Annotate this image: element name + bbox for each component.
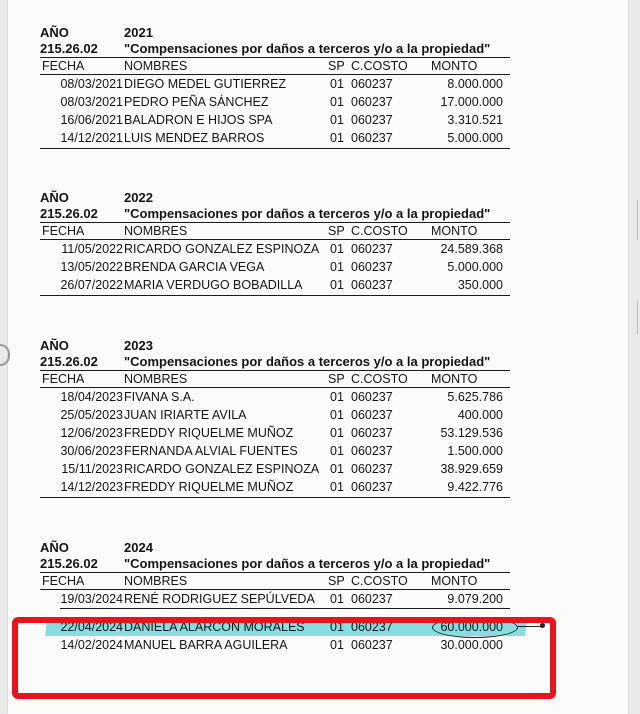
cell-fecha: 14/12/2023 <box>60 480 123 494</box>
cell-nombre: FREDDY RIQUELME MUÑOZ <box>124 426 294 440</box>
cell-sp: 01 <box>330 260 344 274</box>
header-nombres: NOMBRES <box>124 224 188 238</box>
header-monto: MONTO <box>431 372 478 386</box>
cell-nombre: PEDRO PEÑA SÁNCHEZ <box>124 95 269 109</box>
year-line <box>40 540 510 556</box>
table-row <box>40 388 510 406</box>
cell-nombre: DIEGO MEDEL GUTIERREZ <box>124 77 287 91</box>
cell-sp: 01 <box>330 444 344 458</box>
table-row <box>40 111 510 129</box>
cell-fecha: 26/07/2022 <box>60 278 123 292</box>
cell-sp: 01 <box>330 480 344 494</box>
red-highlight-box <box>12 617 556 699</box>
table-row <box>40 240 510 258</box>
table-row <box>40 129 510 147</box>
cell-monto: 350.000 <box>457 278 503 292</box>
header-nombres: NOMBRES <box>124 372 188 386</box>
cell-fecha: 11/05/2022 <box>61 242 123 256</box>
cell-monto: 9.079.200 <box>447 592 503 606</box>
cell-nombre: MANUEL BARRA AGUILERA <box>124 638 288 652</box>
account-code: 215.26.02 <box>40 354 98 369</box>
cell-costo: 060237 <box>351 426 393 440</box>
cell-nombre: RICARDO GONZALEZ ESPINOZA <box>124 242 320 256</box>
cell-costo: 060237 <box>351 592 393 606</box>
cell-sp: 01 <box>330 95 344 109</box>
cell-fecha: 08/03/2021 <box>60 77 123 91</box>
cell-fecha: 12/06/2023 <box>60 426 123 440</box>
cell-monto: 3.310.521 <box>447 113 503 127</box>
table-row <box>40 93 510 111</box>
year-label: AÑO <box>40 190 69 205</box>
cell-costo: 060237 <box>351 242 393 256</box>
cell-costo: 060237 <box>351 131 393 145</box>
cell-monto: 60.000.000 <box>440 620 503 634</box>
cell-sp: 01 <box>330 131 344 145</box>
header-costo: C.COSTO <box>351 224 408 238</box>
cell-costo: 060237 <box>351 480 393 494</box>
cell-sp: 01 <box>330 620 344 634</box>
account-line <box>40 41 510 57</box>
table-row <box>40 460 510 478</box>
cell-monto: 53.129.536 <box>440 426 503 440</box>
cell-sp: 01 <box>330 113 344 127</box>
cell-costo: 060237 <box>351 77 393 91</box>
header-sp: SP <box>328 59 345 73</box>
table-row <box>40 75 510 93</box>
table-row <box>40 442 510 460</box>
cell-costo: 060237 <box>351 95 393 109</box>
cell-fecha: 13/05/2022 <box>60 260 123 274</box>
year-label: AÑO <box>40 25 69 40</box>
cell-costo: 060237 <box>351 390 393 404</box>
cell-costo: 060237 <box>351 408 393 422</box>
cell-nombre: LUIS MENDEZ BARROS <box>124 131 265 145</box>
header-fecha: FECHA <box>42 372 85 386</box>
header-fecha: FECHA <box>42 224 85 238</box>
cell-fecha: 19/03/2024 <box>60 592 123 606</box>
cell-nombre: MARIA VERDUGO BOBADILLA <box>124 278 303 292</box>
cell-nombre: RENÉ RODRIGUEZ SEPÚLVEDA <box>124 592 315 606</box>
cell-monto: 38.929.659 <box>440 462 503 476</box>
header-costo: C.COSTO <box>351 59 408 73</box>
header-nombres: NOMBRES <box>124 59 188 73</box>
account-code: 215.26.02 <box>40 206 98 221</box>
header-monto: MONTO <box>431 224 478 238</box>
cell-monto: 17.000.000 <box>440 95 503 109</box>
cell-sp: 01 <box>330 242 344 256</box>
cell-fecha: 16/06/2021 <box>60 113 123 127</box>
year-line <box>40 25 510 41</box>
year-line <box>40 338 510 354</box>
header-sp: SP <box>328 372 345 386</box>
header-fecha: FECHA <box>42 59 85 73</box>
cell-costo: 060237 <box>351 620 393 634</box>
cell-nombre: RICARDO GONZALEZ ESPINOZA <box>124 462 320 476</box>
cell-sp: 01 <box>330 462 344 476</box>
year-value: 2022 <box>124 190 153 205</box>
cell-costo: 060237 <box>351 260 393 274</box>
cell-fecha: 14/12/2021 <box>60 131 123 145</box>
cell-nombre: BALADRON E HIJOS SPA <box>124 113 273 127</box>
section-2022 <box>40 190 510 296</box>
page-edge-mark <box>637 300 638 334</box>
account-description: "Compensaciones por daños a terceros y/o a la propiedad" <box>124 354 491 369</box>
table-row <box>40 276 510 294</box>
year-value: 2023 <box>124 338 153 353</box>
cell-monto: 24.589.368 <box>440 242 503 256</box>
table-row <box>40 406 510 424</box>
year-label: AÑO <box>40 540 69 555</box>
cell-fecha: 22/04/2024 <box>60 620 123 634</box>
cell-fecha: 30/06/2023 <box>60 444 123 458</box>
year-value: 2021 <box>124 25 153 40</box>
header-monto: MONTO <box>431 574 478 588</box>
cell-sp: 01 <box>330 592 344 606</box>
account-line <box>40 354 510 370</box>
account-code: 215.26.02 <box>40 556 98 571</box>
cell-fecha: 25/05/2023 <box>60 408 123 422</box>
header-nombres: NOMBRES <box>124 574 188 588</box>
cell-costo: 060237 <box>351 278 393 292</box>
table-end-rule <box>40 295 510 296</box>
cell-sp: 01 <box>330 638 344 652</box>
table-end-rule <box>40 497 510 498</box>
cell-nombre: DANIELA ALARCÓN MORALES <box>124 620 305 634</box>
table-row <box>40 478 510 496</box>
table-row <box>40 590 510 608</box>
header-sp: SP <box>328 574 345 588</box>
cell-costo: 060237 <box>351 444 393 458</box>
year-label: AÑO <box>40 338 69 353</box>
header-costo: C.COSTO <box>351 574 408 588</box>
header-sp: SP <box>328 224 345 238</box>
account-line <box>40 206 510 222</box>
cell-fecha: 14/02/2024 <box>60 638 123 652</box>
cell-nombre: FREDDY RIQUELME MUÑOZ <box>124 480 294 494</box>
cell-monto: 30.000.000 <box>440 638 503 652</box>
account-code: 215.26.02 <box>40 41 98 56</box>
header-monto: MONTO <box>431 59 478 73</box>
cell-fecha: 18/04/2023 <box>60 390 123 404</box>
cell-sp: 01 <box>330 77 344 91</box>
table-end-rule <box>40 148 510 149</box>
account-description: "Compensaciones por daños a terceros y/o a la propiedad" <box>124 556 491 571</box>
year-value: 2024 <box>124 540 153 555</box>
header-fecha: FECHA <box>42 574 85 588</box>
cell-monto: 1.500.000 <box>447 444 503 458</box>
header-costo: C.COSTO <box>351 372 408 386</box>
cell-nombre: FIVANA S.A. <box>124 390 195 404</box>
table-header <box>40 57 510 75</box>
cell-sp: 01 <box>330 278 344 292</box>
cell-fecha: 08/03/2021 <box>60 95 123 109</box>
table-row <box>40 424 510 442</box>
cell-nombre: FERNANDA ALVIAL FUENTES <box>124 444 298 458</box>
cell-monto: 5.000.000 <box>447 260 503 274</box>
section-2023 <box>40 338 510 498</box>
cell-monto: 5.000.000 <box>447 131 503 145</box>
cell-fecha: 15/11/2023 <box>61 462 123 476</box>
table-row <box>40 258 510 276</box>
account-description: "Compensaciones por daños a terceros y/o a la propiedad" <box>124 41 491 56</box>
cell-costo: 060237 <box>351 462 393 476</box>
table-header <box>40 370 510 388</box>
cell-costo: 060237 <box>351 638 393 652</box>
cell-sp: 01 <box>330 390 344 404</box>
section-2021 <box>40 25 510 149</box>
cell-nombre: JUAN IRIARTE AVILA <box>124 408 247 422</box>
page-edge-mark <box>637 200 638 240</box>
cell-monto: 400.000 <box>457 408 503 422</box>
cell-sp: 01 <box>330 426 344 440</box>
cell-nombre: BRENDA GARCIA VEGA <box>124 260 265 274</box>
cell-costo: 060237 <box>351 113 393 127</box>
table-header <box>40 222 510 240</box>
cell-sp: 01 <box>330 408 344 422</box>
year-line <box>40 190 510 206</box>
account-description: "Compensaciones por daños a terceros y/o a la propiedad" <box>124 206 491 221</box>
account-line <box>40 556 510 572</box>
cell-monto: 9.422.776 <box>447 480 503 494</box>
table-header <box>40 572 510 590</box>
cell-monto: 5.625.786 <box>447 390 503 404</box>
cell-monto: 8.000.000 <box>447 77 503 91</box>
